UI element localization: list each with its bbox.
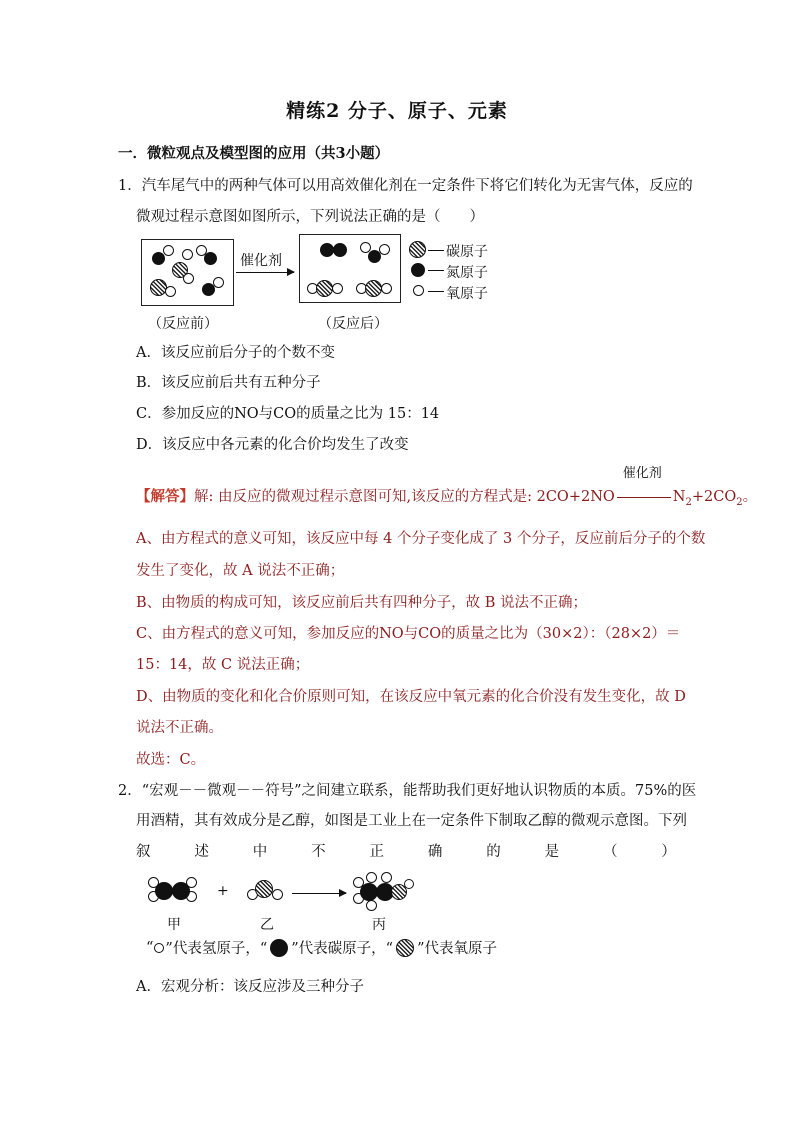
legend-text: ”代表氧原子 xyxy=(417,941,497,957)
q1-stem-line2: 微观过程示意图如图所示，下列说法正确的是（ ） xyxy=(136,209,484,225)
before-label: （反应前） xyxy=(148,316,218,332)
hydrogen-atom xyxy=(366,900,377,911)
carbon-atom-black xyxy=(155,882,173,900)
catalyst-label: 催化剂 xyxy=(240,253,282,269)
stem-char: 是 xyxy=(544,844,560,860)
q1-stem-line1: 1．汽车尾气中的两种气体可以用高效催化剂在一定条件下将它们转化为无害气体，反应的 xyxy=(118,178,693,194)
after-label: （反应后） xyxy=(318,316,388,332)
carbon-legend-icon xyxy=(270,939,288,957)
equation-right-n: N xyxy=(672,489,686,505)
q2-stem-line1: 2．“宏观－－微观－－符号”之间建立联系，能帮助我们更好地认识物质的本质。75%的医 xyxy=(118,783,697,799)
stem-char: 不 xyxy=(311,844,326,860)
answer-choice: 故选：C。 xyxy=(136,752,206,768)
legend-nitrogen-label: 氮原子 xyxy=(446,265,488,281)
stem-char: 正 xyxy=(369,844,384,860)
stem-char: 确 xyxy=(427,844,443,860)
hydrogen-atom xyxy=(366,872,377,883)
answer-c-line2: 15：14，故 C 说法正确； xyxy=(136,657,310,673)
answer-a-line1: A、由方程式的意义可知，该反应中每 4 个分子变化成了 3 个分子，反应前后分子的个数 xyxy=(136,531,706,547)
stem-char: 叙 xyxy=(136,844,151,860)
answer-c-line1: C、由方程式的意义可知，参加反应的NO与CO的质量之比为（30×2）：（28×2）＝ xyxy=(136,626,681,642)
stem-char: 的 xyxy=(486,844,501,860)
label-bing: 丙 xyxy=(372,917,386,933)
label-yi: 乙 xyxy=(260,917,274,933)
answer-d-line1: D、由物质的变化和化合价原则可知，在该反应中氧元素的化合价没有发生变化，故 D xyxy=(136,689,686,705)
hydrogen-atom xyxy=(381,872,392,883)
answer-intro-text: 解: 由反应的微观过程示意图可知,该反应的方程式是: xyxy=(194,489,537,505)
legend-text: ”代表碳原子，“ xyxy=(291,941,394,957)
equation-end: 。 xyxy=(742,489,758,505)
stem-char: ） xyxy=(661,844,676,860)
q1-option-a: A．该反应前后分子的个数不变 xyxy=(136,345,335,361)
plus-sign: + xyxy=(217,883,229,899)
answer-a-line2: 发生了变化，故 A 说法不正确； xyxy=(136,563,345,579)
oxygen-legend-icon xyxy=(396,939,414,957)
equation-catalyst: 催化剂 xyxy=(622,466,662,481)
hydrogen-atom xyxy=(272,889,283,900)
page-title: 精练2 分子、原子、元素 xyxy=(286,100,508,122)
equation-right-plus: +2CO xyxy=(691,489,737,505)
q1-option-d: D．该反应中各元素的化合价均发生了改变 xyxy=(136,437,409,453)
equation-sub: 2 xyxy=(685,496,692,508)
q2-stem-line2: 用酒精，其有效成分是乙醇，如图是工业上在一定条件下制取乙醇的微观示意图。下列 xyxy=(136,813,687,829)
legend-carbon-label: 碳原子 xyxy=(446,244,488,260)
q1-option-c: C．参加反应的NO与CO的质量之比为 15：14 xyxy=(136,406,440,422)
hydrogen-atom xyxy=(404,879,414,889)
label-jia: 甲 xyxy=(167,917,181,933)
q2-legend-line xyxy=(146,937,497,958)
q2-option-a: A．宏观分析：该反应涉及三种分子 xyxy=(136,979,364,995)
section-heading: 一．微粒观点及模型图的应用（共3小题） xyxy=(118,145,390,162)
answer-b-line: B、由物质的构成可知，该反应前后共有四种分子，故 B 说法不正确； xyxy=(136,595,588,611)
hydrogen-legend-icon xyxy=(154,943,164,953)
answer-d-line2: 说法不正确。 xyxy=(136,720,223,736)
legend-text: ”代表氢原子，“ xyxy=(165,941,268,957)
answer-tag: 【解答】 xyxy=(136,488,194,505)
carbon-atom-black xyxy=(172,882,190,900)
stem-char: 述 xyxy=(194,844,209,860)
q1-option-b: B．该反应前后共有五种分子 xyxy=(136,375,321,391)
stem-char: 中 xyxy=(252,844,268,860)
legend-text: “ xyxy=(146,939,154,956)
equation-sub2: 2 xyxy=(736,496,743,508)
legend-oxygen-label: 氧原子 xyxy=(446,286,488,302)
equation-left: 2CO+2NO xyxy=(536,489,615,505)
stem-char: （ xyxy=(603,844,618,860)
reaction-arrow xyxy=(292,893,346,894)
oxygen-atom-hatched xyxy=(255,880,273,898)
